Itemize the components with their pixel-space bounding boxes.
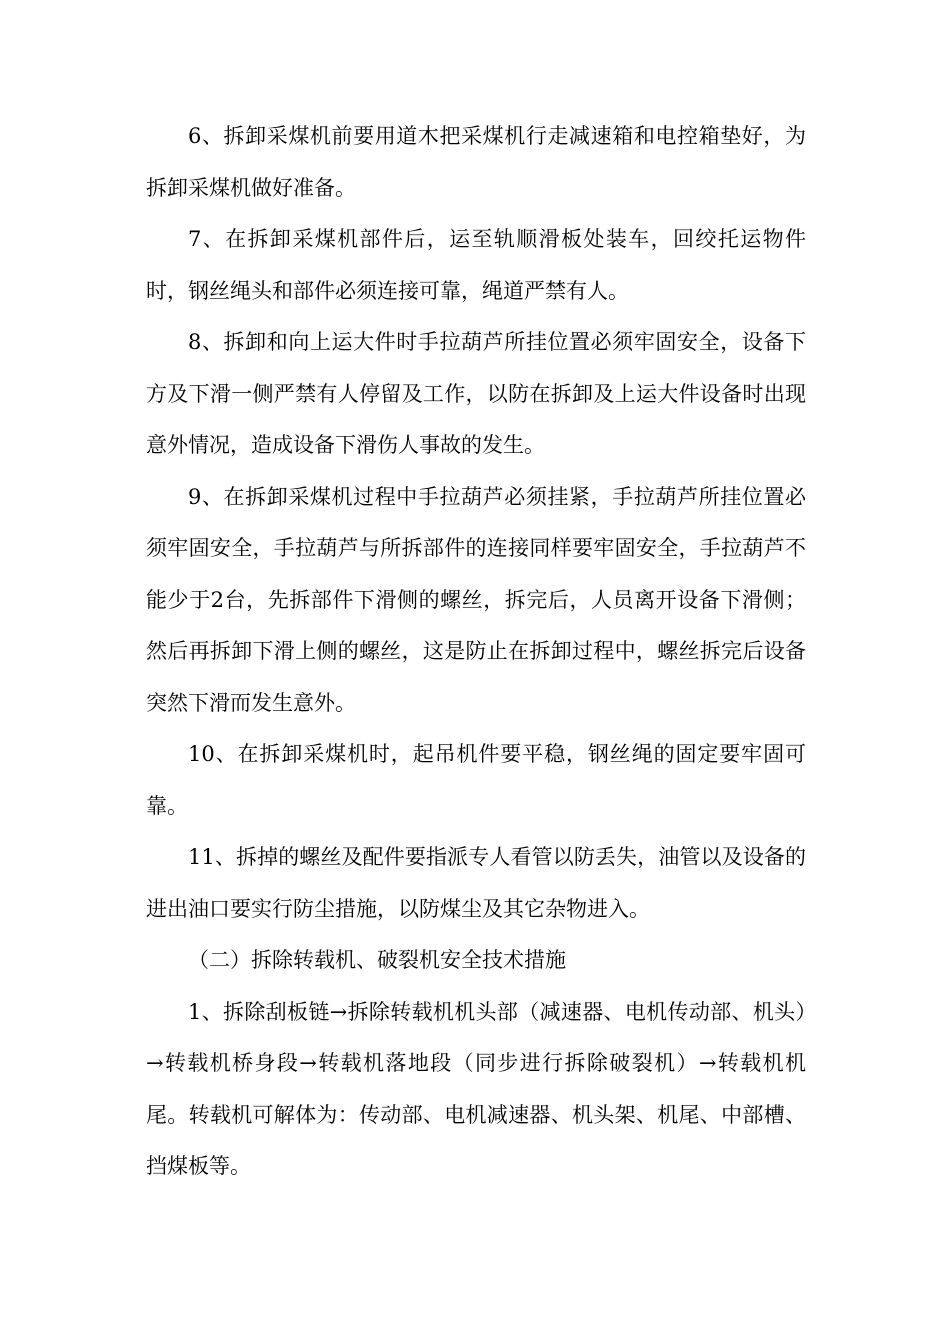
paragraph-item-6: 6、拆卸采煤机前要用道木把采煤机行走减速箱和电控箱垫好，为拆卸采煤机做好准备。 xyxy=(146,124,806,200)
document-page xyxy=(146,111,806,1193)
section-heading: （二）拆除转载机、破裂机安全技术措施 xyxy=(188,948,566,972)
paragraph-item-8: 8、拆卸和向上运大件时手拉葫芦所挂位置必须牢固安全，设备下方及下滑一侧严禁有人停留及工作，以防在拆卸及上运大件设备时出现意外情况，造成设备下滑伤人事故的发生。 xyxy=(146,330,806,457)
paragraph-item-9: 9、在拆卸采煤机过程中手拉葫芦必须挂紧，手拉葫芦所挂位置必须牢固安全，手拉葫芦与所拆部件的连接同样要牢固安全，手拉葫芦不能少于2台，先拆部件下滑侧的螺丝，拆完后，人员离开设备下滑侧；然后再拆卸下滑上侧的螺丝，这是防止在拆卸过程中，螺丝拆完后设备突然下滑而发生意外。 xyxy=(146,484,806,715)
paragraph-item-11: 11、拆掉的螺丝及配件要指派专人看管以防丢失，油管以及设备的进出油口要实行防尘措施，以防煤尘及其它杂物进入。 xyxy=(146,845,806,921)
paragraph-item-7: 7、在拆卸采煤机部件后，运至轨顺滑板处装车，回绞托运物件时，钢丝绳头和部件必须连接可靠，绳道严禁有人。 xyxy=(146,227,806,303)
paragraph-item-1: 1、拆除刮板链→拆除转载机机头部（减速器、电机传动部、机头）→转载机桥身段→转载机落地段（同步进行拆除破裂机）→转载机机尾。转载机可解体为：传动部、电机减速器、机头架、机尾、中部槽、挡煤板等。 xyxy=(146,999,806,1178)
paragraph-item-10: 10、在拆卸采煤机时，起吊机件要平稳，钢丝绳的固定要牢固可靠。 xyxy=(146,742,806,818)
